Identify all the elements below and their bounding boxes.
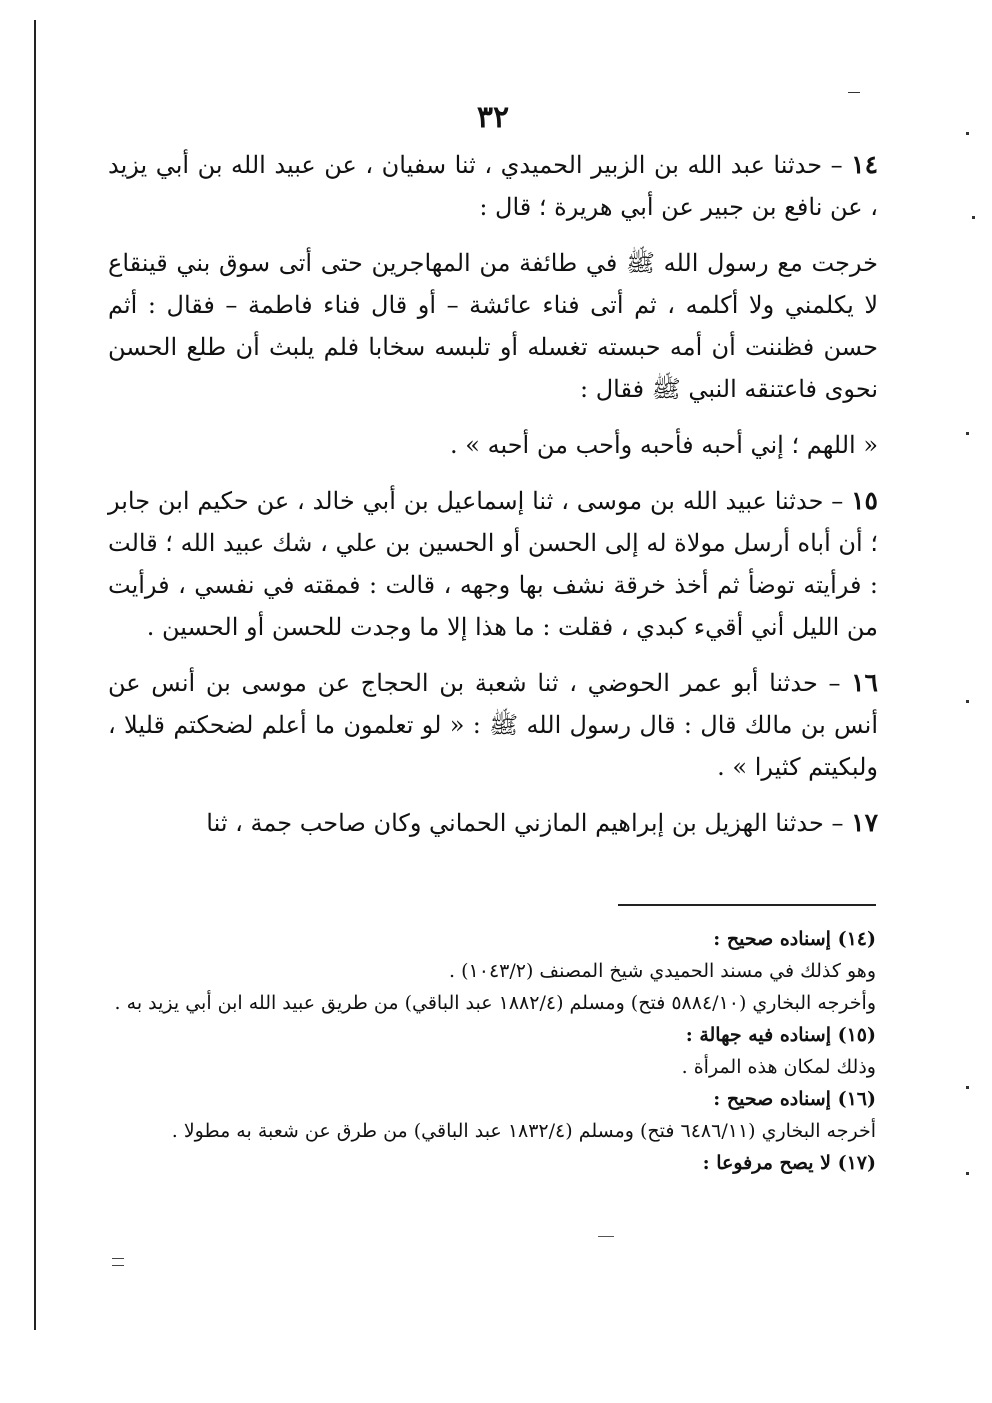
main-text — [108, 98, 878, 852]
hadith-text: – حدثنا عبد الله بن الزبير الحميدي ، ثنا سفيان ، عن عبيد الله بن أبي يزيد ، عن نافع بن جبير عن أبي هريرة ؛ قال : — [108, 151, 878, 221]
binding-edge-line — [34, 20, 36, 1330]
scan-speck — [972, 216, 975, 219]
hadith-text: – حدثنا أبو عمر الحوضي ، ثنا شعبة بن الحجاج عن موسى بن أنس عن أنس بن مالك قال : قال رسول الله ﷺ : « لو تعلمون ما أعلم لضحكتم قليلا ، ولبكيتم كثيرا » . — [108, 669, 878, 781]
hadith-text: خرجت مع رسول الله ﷺ في طائفة من المهاجرين حتى أتى سوق بني قينقاع لا يكلمني ولا أكلمه ، ثم أتى فناء عائشة – أو قال فناء فاطمة – فقال : أثم حسن فظننت أن أمه حبسته تغسله أو تلبسه سخابا فلم يلبث أن طلع الحسن نحوى فاعتنقه النبي ﷺ فقال : — [108, 249, 879, 403]
scan-speck — [848, 92, 860, 93]
hadith-number: ١٥ — [851, 486, 878, 515]
page-number: ٣٢ — [476, 100, 510, 135]
hadith-15 — [108, 480, 878, 648]
hadith-14 — [108, 144, 878, 228]
footnote-line: أخرجه البخاري (٦٤٨٦/١١ فتح) ومسلم (١٨٣٢/٤ عبد الباقي) من طرق عن شعبة به مطولا . — [171, 1120, 876, 1142]
footnotes — [108, 922, 876, 1180]
hadith-number: ١٧ — [851, 808, 878, 837]
hadith-14-body — [108, 242, 878, 410]
hadith-number: ١٦ — [851, 668, 878, 697]
footnote-heading: (١٥) إسناده فيه جهالة : — [685, 1024, 876, 1046]
hadith-14-quote — [108, 424, 878, 466]
footnote-separator — [618, 904, 876, 906]
footnote-heading: (١٤) إسناده صحيح : — [713, 928, 876, 950]
hadith-text: – حدثنا عبيد الله بن موسى ، ثنا إسماعيل بن أبي خالد ، عن حكيم ابن جابر ؛ أن أباه أرسل مولاة له إلى الحسن أو الحسين بن علي ، شك عبيد الله ؛ قالت : فرأيته توضأ ثم أخذ خرقة نشف بها وجهه ، قالت : فمقته في نفسي ، فرأيت من الليل أني أقيء كبدي ، فقلت : ما هذا إلا ما وجدت للحسن أو الحسين . — [108, 487, 878, 641]
scan-speck — [966, 1172, 969, 1175]
footnote-heading: (١٦) إسناده صحيح : — [713, 1088, 876, 1110]
footnote-heading: (١٧) لا يصح مرفوعا : — [702, 1152, 876, 1174]
footnote-line: وذلك لمكان هذه المرأة . — [681, 1056, 876, 1078]
scan-speck — [966, 1086, 969, 1089]
scan-mark — [112, 1258, 124, 1266]
hadith-text: – حدثنا الهزيل بن إبراهيم المازني الحماني وكان صاحب جمة ، ثنا — [206, 809, 844, 837]
hadith-16 — [108, 662, 878, 788]
scan-speck — [966, 700, 969, 703]
hadith-number: ١٤ — [851, 150, 878, 179]
hadith-text: « اللهم ؛ إني أحبه فأحبه وأحب من أحبه » . — [450, 431, 878, 459]
hadith-17 — [108, 802, 878, 852]
scan-mark — [598, 1236, 614, 1237]
footnote-line: وهو كذلك في مسند الحميدي شيخ المصنف (١٠٤٣/٢) . — [449, 960, 876, 982]
footnote-line: وأخرجه البخاري (٥٨٨٤/١٠ فتح) ومسلم (١٨٨٢/٤ عبد الباقي) من طريق عبيد الله ابن أبي يزيد به . — [114, 992, 876, 1014]
scan-speck — [966, 132, 969, 135]
scan-speck — [966, 432, 969, 435]
